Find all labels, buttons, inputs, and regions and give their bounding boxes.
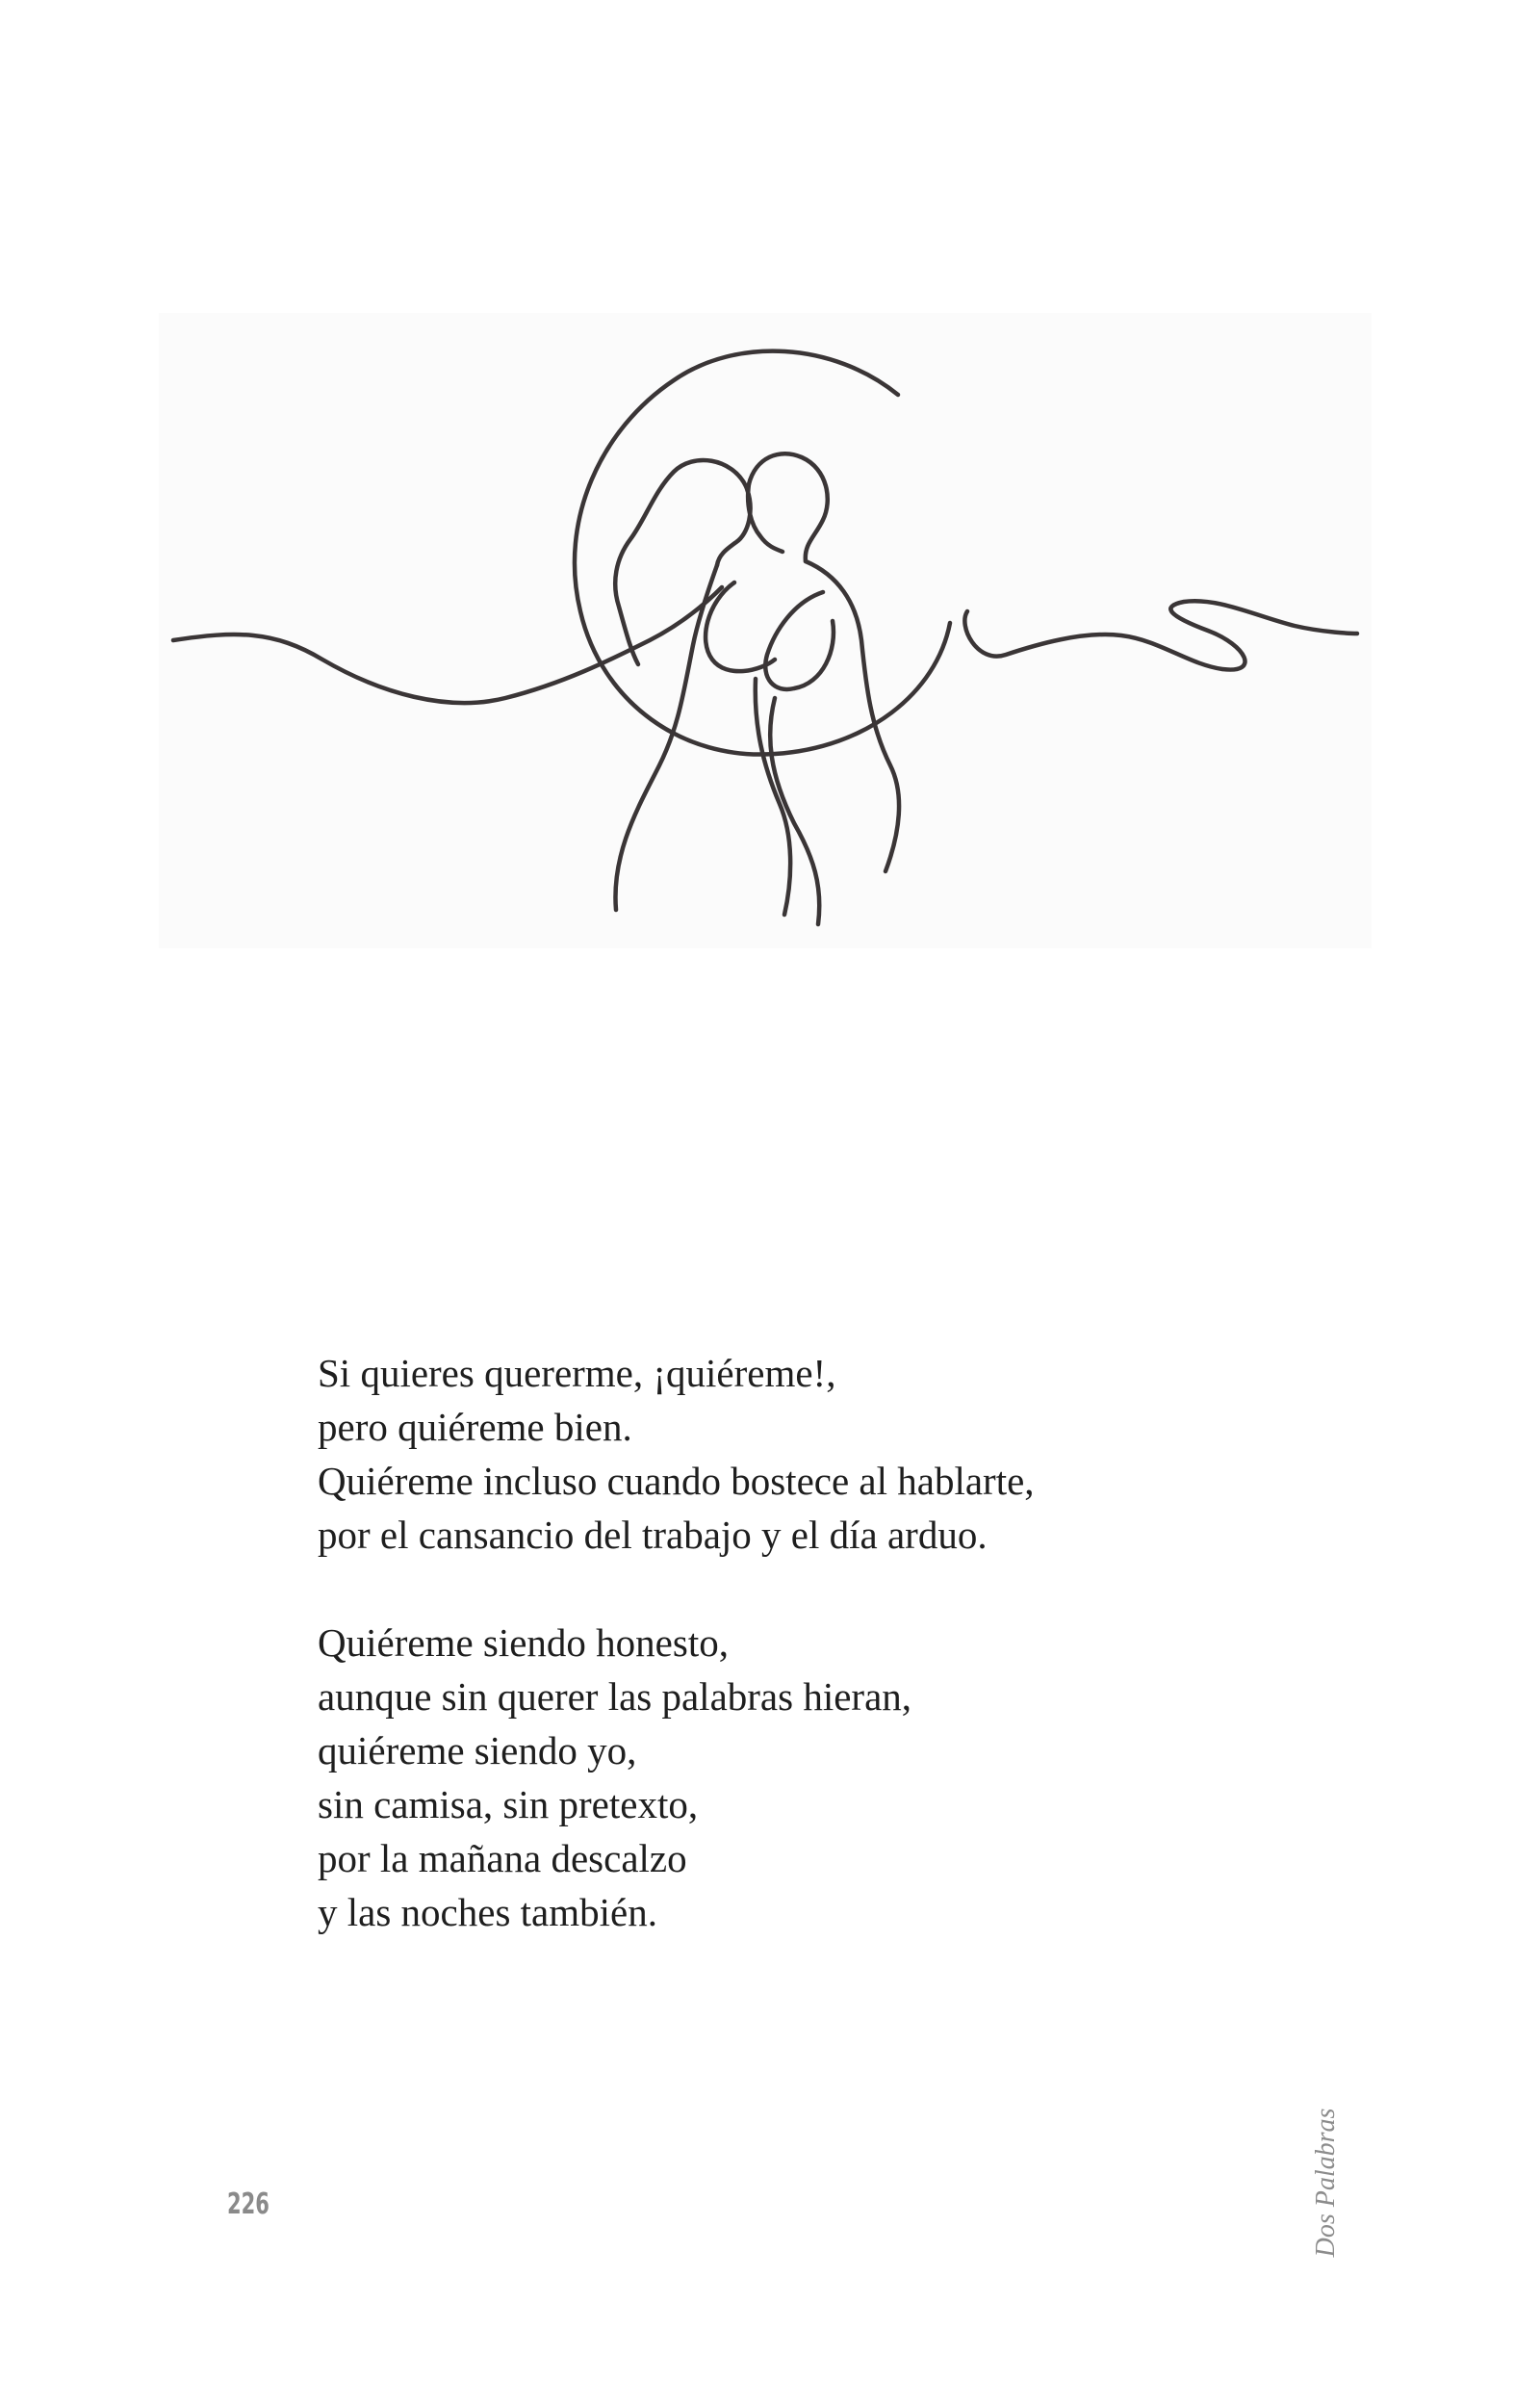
man-face-line [748, 484, 783, 552]
poem-line: Quiéreme siendo honesto, [318, 1620, 729, 1665]
poem-line: aunque sin querer las palabras hieran, [318, 1674, 912, 1719]
running-title [1307, 2101, 1346, 2265]
poem-line: por el cansancio del trabajo y el día arduo. [318, 1513, 988, 1557]
right-wave-line [964, 601, 1357, 669]
woman-face-line [717, 486, 751, 565]
poem-line: Si quieres quererme, ¡quiéreme!, [318, 1351, 836, 1395]
poem [318, 1346, 1280, 1993]
running-title-text: Dos Palabras [1311, 2108, 1341, 2258]
poem-line: y las noches también. [318, 1890, 657, 1934]
man-arm-line [765, 592, 834, 689]
moon-arc-line [575, 351, 950, 755]
couple-embrace-line-art-icon [159, 313, 1372, 948]
poem-line: pero quiéreme bien. [318, 1405, 632, 1449]
stanza-2 [318, 1616, 1280, 1939]
left-wave-line [173, 587, 722, 703]
poem-line: por la mañana descalzo [318, 1836, 687, 1880]
page-number: 226 [227, 2187, 270, 2221]
stanza-1 [318, 1346, 1280, 1562]
man-leg-line [770, 698, 819, 924]
man-head-line [749, 453, 828, 561]
woman-body-line [615, 565, 717, 910]
poem-line: sin camisa, sin pretexto, [318, 1782, 699, 1826]
poem-line: Quiéreme incluso cuando bostece al hablarte, [318, 1459, 1035, 1503]
poem-line: quiéreme siendo yo, [318, 1728, 637, 1773]
woman-head-line [615, 460, 746, 664]
